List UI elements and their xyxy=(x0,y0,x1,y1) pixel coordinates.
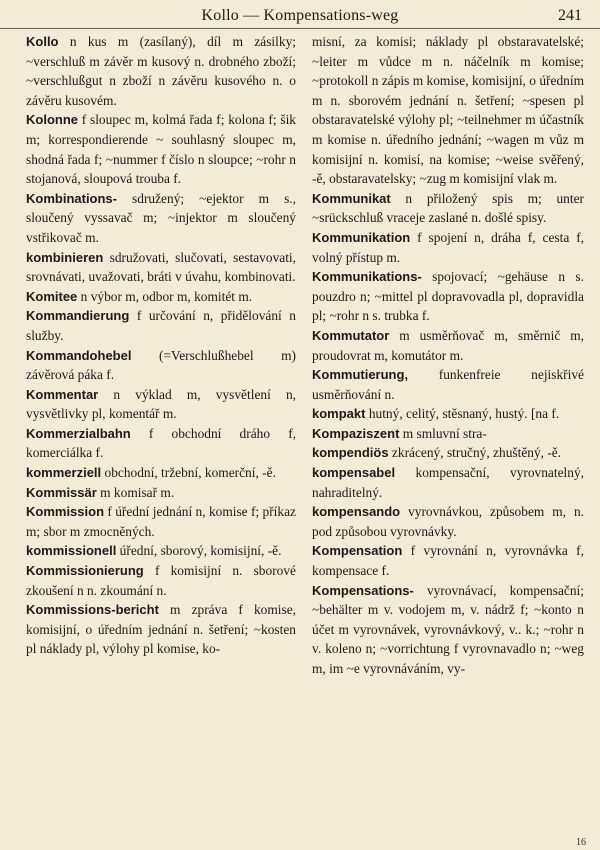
entry-kommissionell: kommissionell úřední, sborový, komisijní, -ě. xyxy=(26,543,282,559)
entry-kompendioes: kompendiös zkrácený, stručný, zhuštěný, -ě. xyxy=(312,445,562,461)
entry-kommerziell: kommerziell obchodní, tržební, komerční, -ě. xyxy=(26,465,276,481)
entry-kollo: Kollo n kus m (zasílaný), díl m zásilky; ~verschluß m závěr m kusový n. drobného zboží; ~verschlußgut n zboží n závěru kusového n. o závěru kusovém. xyxy=(26,34,296,108)
running-header xyxy=(0,4,600,29)
entry-kommutierung: Kommutierung, funkenfreie nejiskřivé usměrňování n. xyxy=(312,367,584,402)
entry-kommandohebel: Kommandohebel (=Verschlußhebel m) závěrová páka f. xyxy=(26,347,296,383)
entry-kommissaer: Kommissär m komisař m. xyxy=(26,484,175,500)
entry-kommission: Kommission f úřední jednání n, komise f; příkaz m; sbor m zmocněných. xyxy=(26,504,296,539)
right-column xyxy=(312,32,584,679)
entry-komitee: Komitee n výbor m, odbor m, komitét m. xyxy=(26,288,253,304)
entry-kommunikations: Kommunikations- spojovací; ~gehäuse n s. pouzdro n; ~mittel pl dopravovadla pl, dopravidla pl; ~rohr n s. trubka f. xyxy=(312,269,584,324)
entry-kompensabel: kompensabel kompensační, vyrovnatelný, nahraditelný. xyxy=(312,465,584,500)
entry-kommissions-bericht: Kommissions-bericht m zpráva f komise, komisijní, o úředním jednání n. šetření; ~kosten pl náklady pl, výlohy pl komise, ko- xyxy=(26,602,296,657)
entry-kompaziszent: Kompaziszent m smluvní stra- xyxy=(312,425,487,441)
entry-continuation: misní, za komisi; náklady pl obstaravatelské; ~leiter m vůdce m n. náčelník m komise; ~protokoll n zápis m komise, komisijní, o úředním m n. sborovém jednání n. šetření; ~spesen pl obstaravatelské výlohy pl; ~teilnehmer m účastník m komise n. úředního jednání; ~wagen m vůz m komisijní n. komisí, na komise; ~weise svěřený, -ě, obstaravatelsky; ~zug m komisijní vlak m. xyxy=(312,34,584,187)
header-title: Kollo — Kompensations-weg xyxy=(201,7,399,24)
signature-mark: 16 xyxy=(576,837,586,848)
entry-kompensations: Kompensations- vyrovnávací, kompensační; ~behälter m v. vodojem m, v. nádrž f; ~konto n účet m vyrovnávek, vyrovnávkový, v.. k.; ~rohr n v. koleno n; ~vorrichtung f vyrovnavadlo n; ~weg m, im ~e vyrovnáváním, vy- xyxy=(312,582,584,676)
entry-kombinations: Kombinations- sdružený; ~ejektor m s., sloučený vyssavač m; ~injektor m sloučený vstřikovač m. xyxy=(26,190,296,245)
entry-kommunikat: Kommunikat n přiložený spis m; unter ~srückschluß vraceje zaslané n. došlé spisy. xyxy=(312,190,584,226)
entry-kommutator: Kommutator m usměrňovač m, směrnič m, proudovrat m, komutátor m. xyxy=(312,327,584,363)
left-column xyxy=(26,32,296,659)
entry-kompakt: kompakt hutný, celitý, stěsnaný, hustý. [na f. xyxy=(312,406,560,422)
page-number: 241 xyxy=(558,7,582,24)
entry-kompensando: kompensando vyrovnávkou, způsobem m, n. pod způsobou vyrovnávky. xyxy=(312,504,584,539)
entry-kompensation: Kompensation f vyrovnání n, vyrovnávka f, kompensace f. xyxy=(312,543,584,579)
entry-kommissionierung: Kommissionierung f komisijní n. sborové zkoušení n n. zkoumání n. xyxy=(26,563,296,598)
entry-kommentar: Kommentar n výklad m, vysvětlení n, vysvětlivky pl, komentář m. xyxy=(26,386,296,422)
entry-kolonne: Kolonne f sloupec m, kolmá řada f; kolona f; šik m; korrespondierende ~ souhlasný sloupec m, shodná řada f; ~nummer f číslo n sloupce; ~rohr n stojanová, sloupová trouba f. xyxy=(26,112,296,187)
entry-kombinieren: kombinieren sdružovati, slučovati, sestavovati, srovnávati, uvažovati, bráti v úvahu, kombinovati. xyxy=(26,249,296,285)
entry-kommunikation: Kommunikation f spojení n, dráha f, cesta f, volný přístup m. xyxy=(312,229,584,265)
entry-kommerzialbahn: Kommerzialbahn f obchodní dráho f, komerciálka f. xyxy=(26,425,296,461)
entry-kommandierung: Kommandierung f určování n, přidělování n služby. xyxy=(26,308,296,343)
